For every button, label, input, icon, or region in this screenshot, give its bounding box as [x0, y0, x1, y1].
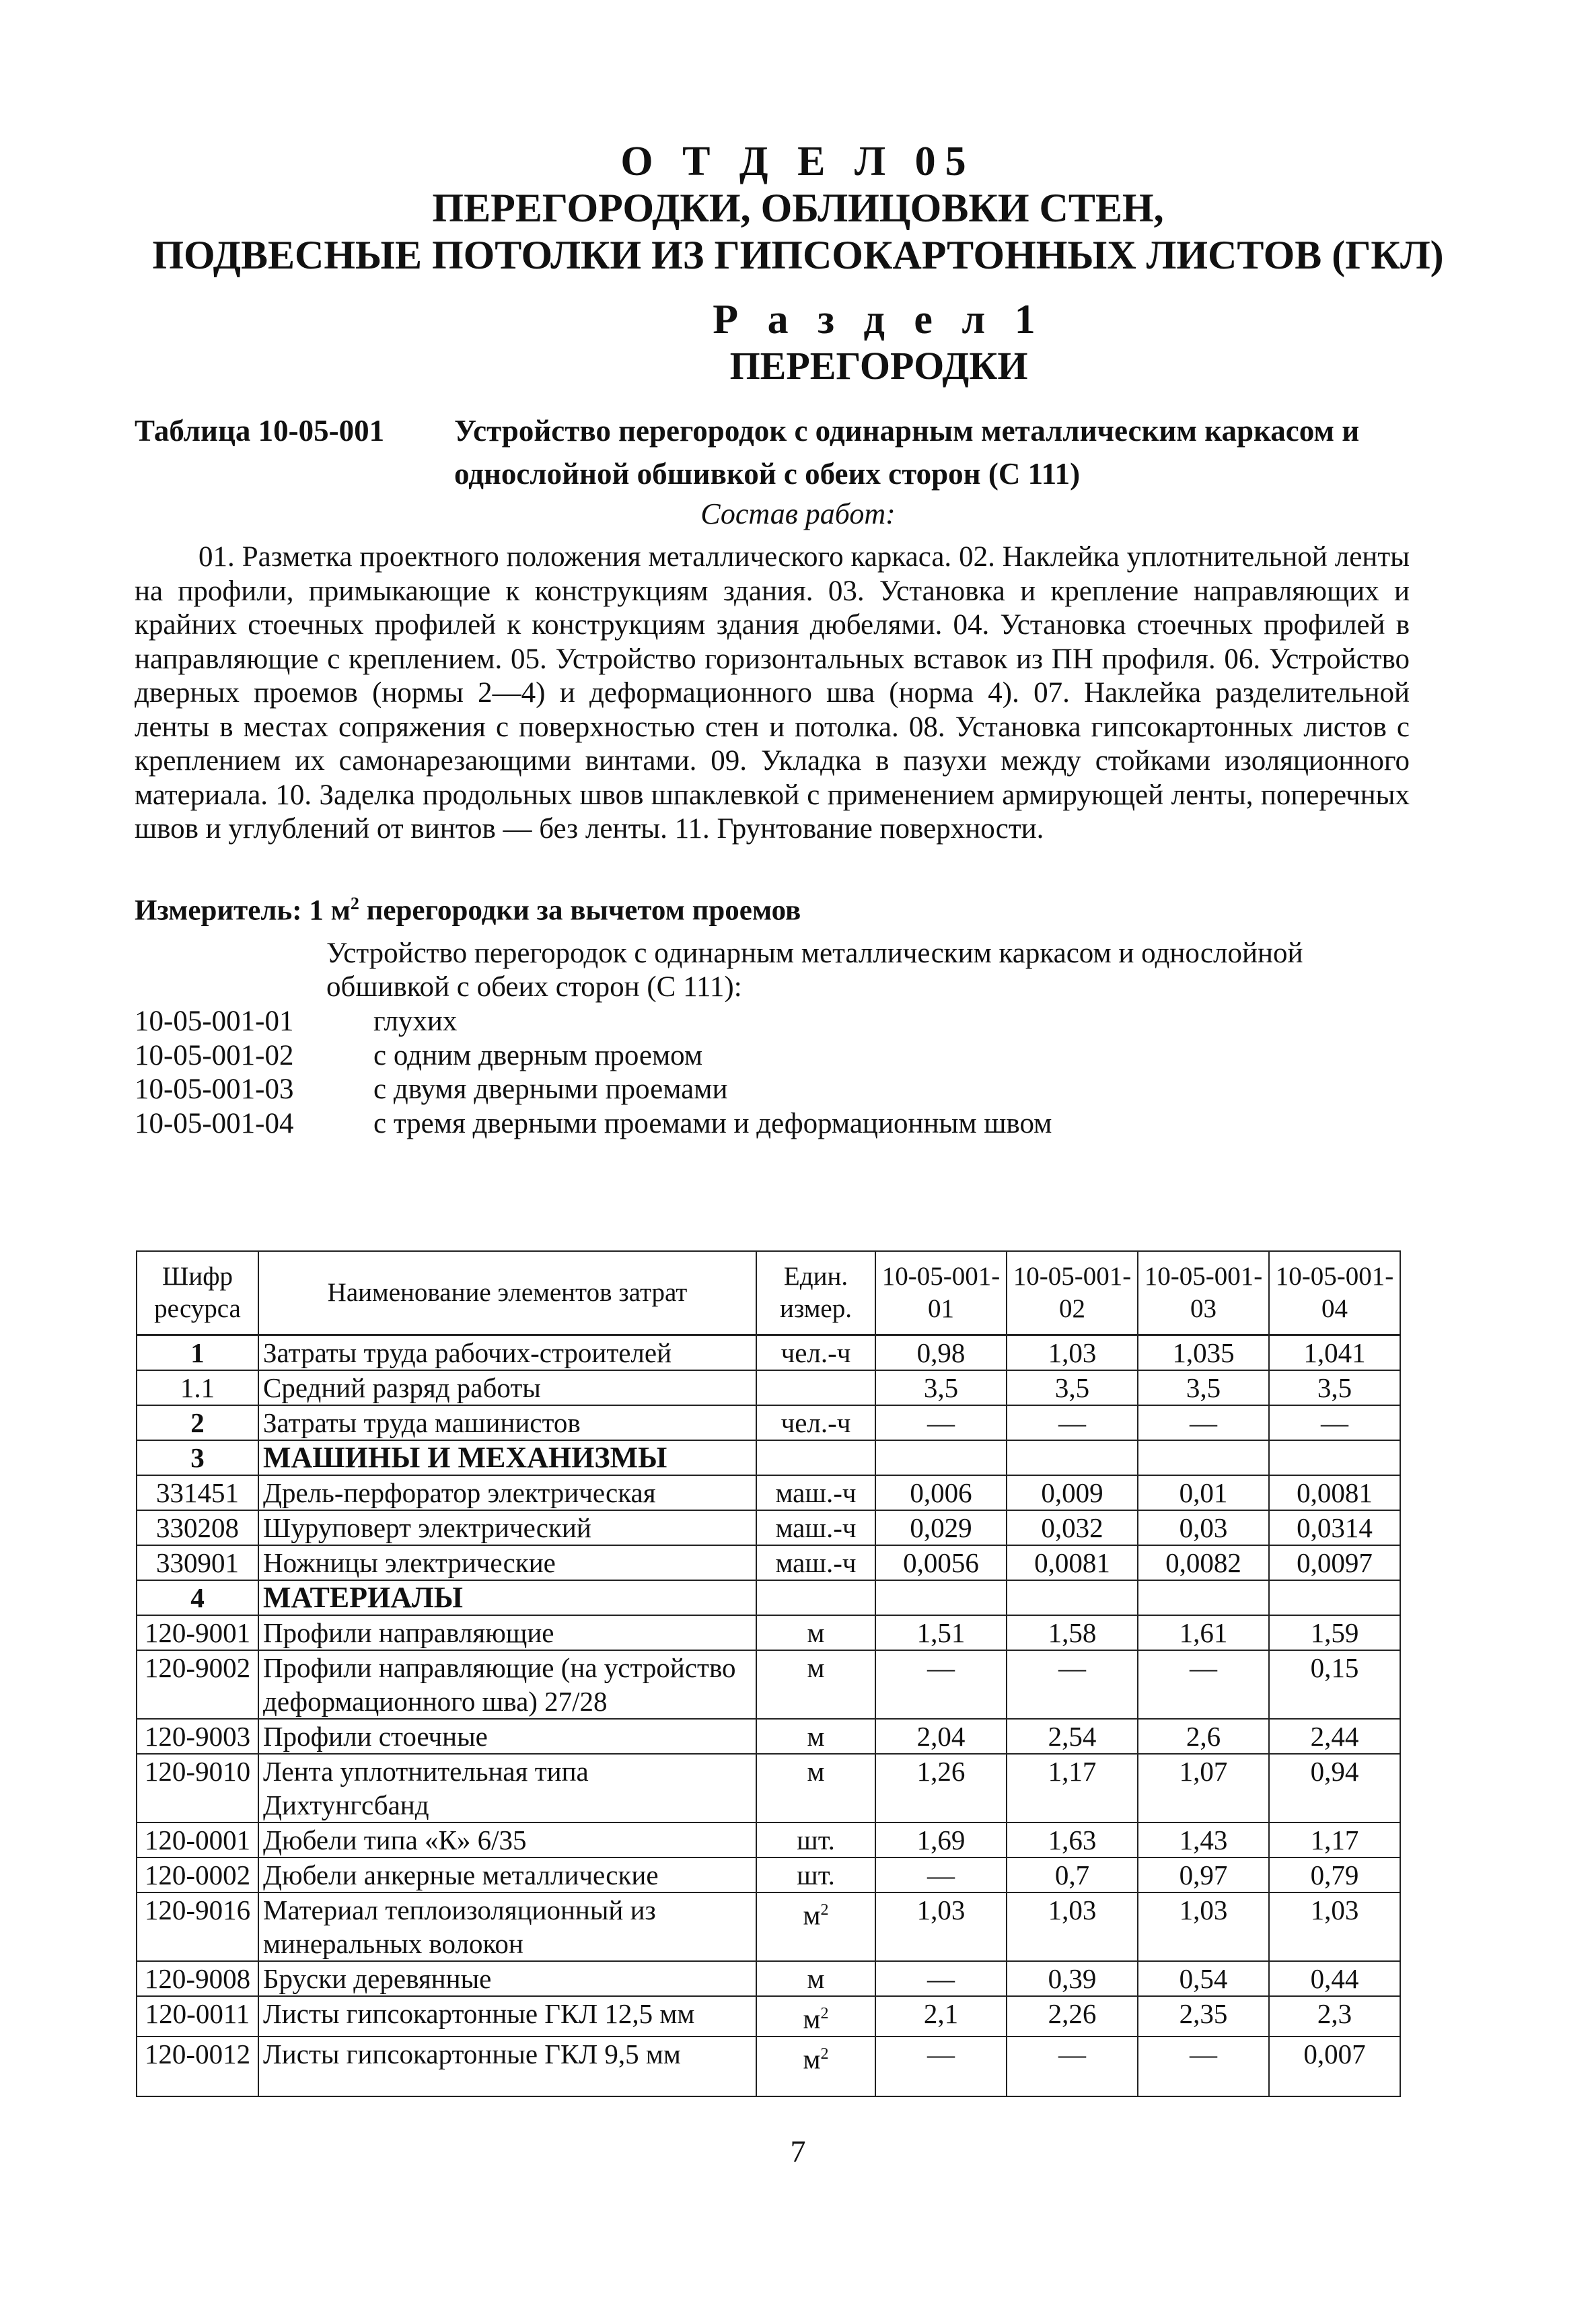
norm-01-value: 1,51 [875, 1615, 1007, 1650]
unit-superscript: 2 [820, 2005, 829, 2022]
norm-02-value: 1,03 [1007, 1335, 1138, 1371]
resource-code: 330901 [137, 1545, 258, 1580]
norm-04-value: 0,79 [1269, 1857, 1400, 1892]
empty-cell [756, 2076, 875, 2096]
norm-04-value: 1,17 [1269, 1822, 1400, 1857]
unit-text: м [803, 2043, 821, 2075]
empty-cell [1269, 2076, 1400, 2096]
section-title: ПЕРЕГОРОДКИ [729, 344, 1028, 388]
norm-01-value: 1,03 [875, 1892, 1007, 1961]
norm-04-value: — [1269, 1405, 1400, 1440]
header-norm-04: 10-05-001-04 [1269, 1251, 1400, 1335]
norm-01-value: 0,0056 [875, 1545, 1007, 1580]
table-header-row [137, 1251, 1400, 1335]
resource-code: 120-9010 [137, 1754, 258, 1822]
unit-text: маш.-ч [775, 1547, 857, 1578]
norm-01-value: — [875, 1961, 1007, 1996]
norm-02-value: — [1007, 1650, 1138, 1719]
norm-03-value: 0,01 [1138, 1475, 1269, 1510]
norm-code: 10-05-001-01 [135, 1005, 294, 1037]
unit-cell [756, 1961, 875, 1996]
resource-code: 2 [137, 1405, 258, 1440]
work-composition-text: 01. Разметка проектного положения металлического каркаса. 02. Наклейка уплотнительной ленты на профили, примыкающие к конструкциям здания. 03. Установка и крепление направляющих и крайних стоечных профилей к конструкциям здания дюбелями. 04. Установка стоечных профилей в направляющие с креплением. 05. Устройство горизонтальных вставок из ПН профиля. 06. Устройство дверных проемов (нормы 2—4) и деформационного шва (норма 4). 07. Наклейка разделительной ленты в местах сопряжения с поверхностью стен и потолка. 08. Установка гипсокартонных листов с креплением их самонарезающими винтами. 09. Укладка в пазухи между стойками изоляционного материала. 10. Заделка продольных швов шпаклевкой с применением армирующей ленты, поперечных швов и углублений от винтов — без ленты. 11. Грунтование поверхности. [135, 541, 1410, 845]
norm-02-value: 2,54 [1007, 1719, 1138, 1754]
norm-02-value: — [1007, 2037, 1138, 2076]
resource-code: 120-0002 [137, 1857, 258, 1892]
empty-cell [1269, 1440, 1400, 1475]
empty-cell [137, 2076, 258, 2096]
norm-03-value: — [1138, 2037, 1269, 2076]
header-norm-01: 10-05-001-01 [875, 1251, 1007, 1335]
table-row [137, 1857, 1400, 1892]
unit-cell [756, 1405, 875, 1440]
section-name: МАШИНЫ И МЕХАНИЗМЫ [258, 1440, 756, 1475]
norm-03-value: 1,03 [1138, 1892, 1269, 1961]
unit-superscript: 2 [820, 1901, 829, 1919]
unit-of-measure [135, 894, 801, 927]
header-norm-03: 10-05-001-03 [1138, 1251, 1269, 1335]
empty-cell [1007, 1440, 1138, 1475]
norm-04-value: 0,0097 [1269, 1545, 1400, 1580]
norm-03-value: 1,61 [1138, 1615, 1269, 1650]
norm-name: глухих [373, 1005, 458, 1037]
table-group [137, 1580, 1400, 2076]
norm-04-value: 2,3 [1269, 1996, 1400, 2037]
norm-03-value: 1,035 [1138, 1335, 1269, 1371]
norm-02-value: 0,39 [1007, 1961, 1138, 1996]
empty-cell [1138, 1440, 1269, 1475]
unit-text: м [807, 1617, 825, 1648]
norm-01-value: — [875, 2037, 1007, 2076]
department-title-line-1: ПЕРЕГОРОДКИ, ОБЛИЦОВКИ СТЕН, [432, 186, 1164, 230]
cost-element-name: Дрель-перфоратор электрическая [258, 1475, 756, 1510]
empty-cell [875, 1440, 1007, 1475]
unit-superscript: 2 [820, 2045, 829, 2063]
norm-03-value: 2,6 [1138, 1719, 1269, 1754]
resource-code: 120-9016 [137, 1892, 258, 1961]
norm-02-value: 2,26 [1007, 1996, 1138, 2037]
norm-04-value: 0,0081 [1269, 1475, 1400, 1510]
norm-02-value: — [1007, 1405, 1138, 1440]
table-row [137, 1892, 1400, 1961]
norm-02-value: 1,63 [1007, 1822, 1138, 1857]
unit-cell [756, 1335, 875, 1371]
norm-03-value: 0,0082 [1138, 1545, 1269, 1580]
norm-03-value: 3,5 [1138, 1370, 1269, 1405]
resource-code: 120-9008 [137, 1961, 258, 1996]
empty-cell [1007, 2076, 1138, 2096]
unit-cell [756, 1475, 875, 1510]
unit-cell [756, 1754, 875, 1822]
table-row [137, 1545, 1400, 1580]
section-row [137, 1440, 1400, 1475]
norm-01-value: — [875, 1857, 1007, 1892]
cost-element-name: Лента уплотнительная типа Дихтунгсбанд [258, 1754, 756, 1822]
unit-cell [756, 1822, 875, 1857]
table-row [137, 1475, 1400, 1510]
cost-element-name: Дюбели типа «К» 6/35 [258, 1822, 756, 1857]
norm-04-value: 3,5 [1269, 1370, 1400, 1405]
norm-02-value: 0,009 [1007, 1475, 1138, 1510]
table-number: Таблица 10-05-001 [135, 414, 385, 448]
norm-name: с тремя дверными проемами и деформационным швом [373, 1107, 1052, 1139]
table-row [137, 1822, 1400, 1857]
resource-code: 120-0012 [137, 2037, 258, 2076]
table-group [137, 1440, 1400, 1580]
unit-text: м [807, 1963, 825, 1994]
table-row [137, 2037, 1400, 2076]
norm-01-value: 3,5 [875, 1370, 1007, 1405]
work-composition-label: Состав работ: [700, 497, 896, 530]
cost-element-name: Листы гипсокартонные ГКЛ 9,5 мм [258, 2037, 756, 2076]
table-row [137, 1615, 1400, 1650]
cost-element-name: Профили направляющие (на устройство деформационного шва) 27/28 [258, 1650, 756, 1719]
norm-02-value: 0,0081 [1007, 1545, 1138, 1580]
norm-01-value: 0,029 [875, 1510, 1007, 1545]
unit-cell [756, 1510, 875, 1545]
cost-element-name: Средний разряд работы [258, 1370, 756, 1405]
resource-code: 1.1 [137, 1370, 258, 1405]
unit-text: маш.-ч [775, 1512, 857, 1543]
header-cost-element-name: Наименование элементов затрат [258, 1251, 756, 1335]
empty-cell [875, 2076, 1007, 2096]
norm-03-value: 1,07 [1138, 1754, 1269, 1822]
unit-text: чел.-ч [781, 1337, 851, 1368]
unit-cell [756, 1996, 875, 2037]
table-row [137, 1370, 1400, 1405]
cost-element-name: Профили стоечные [258, 1719, 756, 1754]
resource-code: 120-9003 [137, 1719, 258, 1754]
norm-01-value: 0,98 [875, 1335, 1007, 1371]
table-footer-space [137, 2076, 1400, 2096]
unit-text: м [807, 1721, 825, 1752]
unit-text: шт. [797, 1825, 835, 1855]
meter-prefix: Измеритель: 1 м [135, 894, 351, 927]
unit-cell [756, 1857, 875, 1892]
norm-04-value: 0,0314 [1269, 1510, 1400, 1545]
empty-cell [258, 2076, 756, 2096]
table-title: Устройство перегородок с одинарным металлическим каркасом и однослойной обшивкой с обеих сторон (С 111) [454, 414, 1360, 491]
norm-01-value: 2,04 [875, 1719, 1007, 1754]
norm-code: 10-05-001-03 [135, 1073, 294, 1105]
norm-04-value: 2,44 [1269, 1719, 1400, 1754]
resource-code: 120-9002 [137, 1650, 258, 1719]
section-row [137, 1580, 1400, 1615]
norm-01-value: 1,69 [875, 1822, 1007, 1857]
cost-element-name: Материал теплоизоляционный из минеральных волокон [258, 1892, 756, 1961]
resource-code: 330208 [137, 1510, 258, 1545]
norm-code: 10-05-001-04 [135, 1107, 294, 1139]
norm-04-value: 0,007 [1269, 2037, 1400, 2076]
table-group [137, 1335, 1400, 1441]
empty-cell [756, 1580, 875, 1615]
cost-element-name: Ножницы электрические [258, 1545, 756, 1580]
cost-element-name: Дюбели анкерные металлические [258, 1857, 756, 1892]
header-unit: Един. измер. [756, 1251, 875, 1335]
norm-02-value: 0,7 [1007, 1857, 1138, 1892]
unit-cell [756, 2037, 875, 2076]
norm-03-value: 2,35 [1138, 1996, 1269, 2037]
norm-code: 10-05-001-02 [135, 1039, 294, 1071]
norm-02-value: 0,032 [1007, 1510, 1138, 1545]
unit-cell [756, 1719, 875, 1754]
unit-cell [756, 1615, 875, 1650]
empty-cell [1269, 1580, 1400, 1615]
resource-code: 1 [137, 1335, 258, 1371]
norm-04-value: 0,44 [1269, 1961, 1400, 1996]
header-resource-code: Шифр ресурса [137, 1251, 258, 1335]
page-number: 7 [790, 2134, 806, 2168]
spacer-row [137, 2076, 1400, 2096]
norm-01-value: 2,1 [875, 1996, 1007, 2037]
resource-code: 120-0011 [137, 1996, 258, 2037]
norm-02-value: 1,03 [1007, 1892, 1138, 1961]
unit-text: чел.-ч [781, 1407, 851, 1438]
table-row [137, 1754, 1400, 1822]
norm-name: с двумя дверными проемами [373, 1073, 728, 1105]
section-heading: Р а з д е л 1 [713, 297, 1045, 343]
norm-02-value: 3,5 [1007, 1370, 1138, 1405]
norm-03-value: — [1138, 1405, 1269, 1440]
norm-04-value: 0,94 [1269, 1754, 1400, 1822]
cost-element-name: Затраты труда машинистов [258, 1405, 756, 1440]
cost-element-name: Профили направляющие [258, 1615, 756, 1650]
norm-04-value: 1,041 [1269, 1335, 1400, 1371]
unit-text: шт. [797, 1860, 835, 1890]
unit-text: маш.-ч [775, 1477, 857, 1508]
table-row [137, 1650, 1400, 1719]
unit-text: м [807, 1652, 825, 1683]
norm-03-value: 0,97 [1138, 1857, 1269, 1892]
unit-text: м [803, 2003, 821, 2034]
resource-code: 331451 [137, 1475, 258, 1510]
norm-group-title: Устройство перегородок с одинарным металлическим каркасом и однослойной обшивкой с обеих сторон (С 111): [326, 937, 1303, 1003]
cost-element-name: Листы гипсокартонные ГКЛ 12,5 мм [258, 1996, 756, 2037]
table-row [137, 1996, 1400, 2037]
resource-code: 120-0001 [137, 1822, 258, 1857]
section-code: 4 [137, 1580, 258, 1615]
norm-01-value: — [875, 1405, 1007, 1440]
department-heading: О Т Д Е Л 05 [620, 139, 976, 184]
unit-text: м [807, 1756, 825, 1787]
norm-04-value: 0,15 [1269, 1650, 1400, 1719]
unit-text: м [803, 1899, 821, 1931]
empty-cell [875, 1580, 1007, 1615]
norm-03-value: 1,43 [1138, 1822, 1269, 1857]
unit-cell [756, 1650, 875, 1719]
norm-01-value: 1,26 [875, 1754, 1007, 1822]
meter-superscript: 2 [350, 894, 359, 913]
unit-cell [756, 1545, 875, 1580]
section-name: МАТЕРИАЛЫ [258, 1580, 756, 1615]
norm-03-value: — [1138, 1650, 1269, 1719]
table-row [137, 1961, 1400, 1996]
empty-cell [1007, 1580, 1138, 1615]
empty-cell [756, 1440, 875, 1475]
norm-name: с одним дверным проемом [373, 1039, 703, 1071]
cost-element-name: Затраты труда рабочих-строителей [258, 1335, 756, 1371]
norm-03-value: 0,54 [1138, 1961, 1269, 1996]
header-norm-02: 10-05-001-02 [1007, 1251, 1138, 1335]
norm-04-value: 1,59 [1269, 1615, 1400, 1650]
norm-03-value: 0,03 [1138, 1510, 1269, 1545]
resource-table [136, 1250, 1401, 2097]
norm-02-value: 1,58 [1007, 1615, 1138, 1650]
empty-cell [1138, 1580, 1269, 1615]
empty-cell [1138, 2076, 1269, 2096]
table-row [137, 1335, 1400, 1371]
norm-02-value: 1,17 [1007, 1754, 1138, 1822]
cost-element-name: Бруски деревянные [258, 1961, 756, 1996]
meter-suffix: перегородки за вычетом проемов [359, 894, 801, 927]
unit-cell [756, 1892, 875, 1961]
section-code: 3 [137, 1440, 258, 1475]
norm-01-value: 0,006 [875, 1475, 1007, 1510]
norm-04-value: 1,03 [1269, 1892, 1400, 1961]
department-title-line-2: ПОДВЕСНЫЕ ПОТОЛКИ ИЗ ГИПСОКАРТОННЫХ ЛИСТОВ (ГКЛ) [152, 233, 1444, 277]
unit-cell [756, 1370, 875, 1405]
norm-01-value: — [875, 1650, 1007, 1719]
cost-element-name: Шуруповерт электрический [258, 1510, 756, 1545]
table-row [137, 1510, 1400, 1545]
resource-code: 120-9001 [137, 1615, 258, 1650]
table-row [137, 1719, 1400, 1754]
table-row [137, 1405, 1400, 1440]
